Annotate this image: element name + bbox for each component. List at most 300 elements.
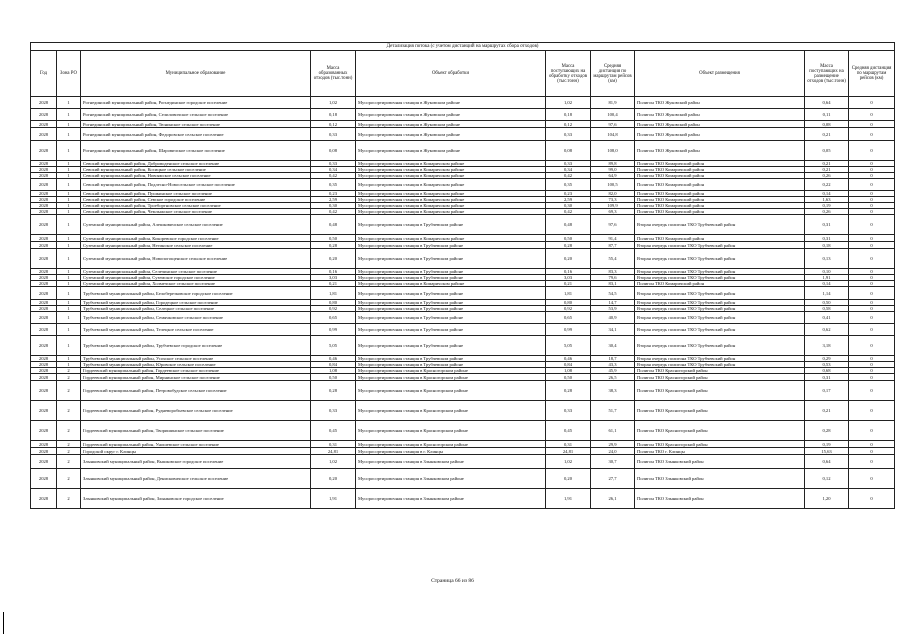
cell-mass-generated: 0,99 xyxy=(311,324,356,336)
cell-municipality: Суземский муниципальный район, Алешковичское сельское поселение xyxy=(81,215,311,235)
cell-municipality: Рогнединский муниципальный район, Рогнединское городское поселение xyxy=(81,97,311,109)
cell-municipality: Гордеевский муниципальный район, Рудневоробьевское сельское поселение xyxy=(81,401,311,421)
cell-mass-generated: 0,50 xyxy=(311,235,356,242)
cell-mass-generated: 0,30 xyxy=(311,203,356,209)
cell-year: 2028 xyxy=(31,287,57,300)
cell-mass-generated: 0,28 xyxy=(311,242,356,249)
cell-mass-generated: 5,05 xyxy=(311,336,356,356)
cell-avg-distance-processing: 89,8 xyxy=(591,161,635,167)
cell-disposal-facility: Полигон ТКО Комаричский район xyxy=(635,235,805,242)
cell-disposal-facility: Вторая очередь полигона ТКО Трубчевский район xyxy=(635,287,805,300)
table-row xyxy=(31,374,895,381)
cell-processing-facility: Мусоросортировочная станция в Комаричском районе xyxy=(356,197,546,203)
cell-zone: 1 xyxy=(57,97,81,109)
cell-municipality: Трубчевский муниципальный район, Трубчевское городское поселение xyxy=(81,336,311,356)
cell-municipality: Гордеевский муниципальный район, Уношевское сельское поселение xyxy=(81,441,311,448)
cell-year: 2028 xyxy=(31,235,57,242)
cell-disposal-facility: Вторая очередь полигона ТКО Трубчевский район xyxy=(635,300,805,306)
cell-disposal-facility: Полигон ТКО Красногорский район xyxy=(635,368,805,374)
cell-mass-generated: 0,34 xyxy=(311,167,356,173)
cell-mass-generated: 0,12 xyxy=(311,121,356,128)
cell-processing-facility: Мусоросортировочная станция в Комаричском районе xyxy=(356,167,546,173)
cell-mass-to-disposal: 1,63 xyxy=(805,197,849,203)
cell-disposal-facility: Полигон ТКО Злынковский район xyxy=(635,455,805,469)
cell-avg-distance-disposal: 0 xyxy=(849,281,895,287)
cell-mass-to-disposal: 3,18 xyxy=(805,336,849,356)
cell-disposal-facility: Вторая очередь полигона ТКО Трубчевский район xyxy=(635,306,805,312)
cell-avg-distance-processing: 64,9 xyxy=(591,173,635,179)
cell-mass-generated: 0,23 xyxy=(311,191,356,197)
cell-disposal-facility: Вторая очередь полигона ТКО Трубчевский район xyxy=(635,362,805,368)
cell-municipality: Трубчевский муниципальный район, Юровское сельское поселение xyxy=(81,362,311,368)
table-body xyxy=(31,97,895,509)
header-disposal-facility: Объект размещения xyxy=(635,51,805,97)
cell-mass-generated: 1,02 xyxy=(311,455,356,469)
cell-mass-to-disposal: 0,14 xyxy=(805,191,849,197)
cell-disposal-facility: Полигон ТКО Комаричский район xyxy=(635,173,805,179)
cell-disposal-facility: Полигон ТКО Комаричский район xyxy=(635,281,805,287)
cell-zone: 2 xyxy=(57,374,81,381)
cell-disposal-facility: Полигон ТКО Комаричский район xyxy=(635,191,805,197)
cell-avg-distance-processing: 29,9 xyxy=(591,441,635,448)
cell-processing-facility: Мусоросортировочная станция в Трубчевском районе xyxy=(356,324,546,336)
cell-avg-distance-processing: 83,3 xyxy=(591,269,635,275)
cell-year: 2028 xyxy=(31,441,57,448)
cell-mass-to-processing: 1,08 xyxy=(546,368,591,374)
cell-processing-facility: Мусоросортировочная станция в Красногорском районе xyxy=(356,368,546,374)
table-row xyxy=(31,469,895,489)
table-row xyxy=(31,312,895,324)
cell-municipality: Трубчевский муниципальный район, Семячковское сельское поселение xyxy=(81,312,311,324)
cell-mass-to-processing: 0,80 xyxy=(546,300,591,306)
cell-avg-distance-disposal: 0 xyxy=(849,324,895,336)
cell-mass-to-processing: 0,12 xyxy=(546,121,591,128)
cell-avg-distance-processing: 30,4 xyxy=(591,336,635,356)
table-row xyxy=(31,215,895,235)
cell-disposal-facility: Полигон ТКО Жуковский район xyxy=(635,109,805,121)
cell-avg-distance-processing: 38,3 xyxy=(591,381,635,401)
cell-zone: 1 xyxy=(57,336,81,356)
cell-year: 2028 xyxy=(31,374,57,381)
cell-mass-to-disposal: 1,20 xyxy=(805,489,849,509)
cell-zone: 1 xyxy=(57,312,81,324)
cell-mass-to-disposal: 15,63 xyxy=(805,448,849,455)
cell-avg-distance-disposal: 0 xyxy=(849,356,895,362)
cell-processing-facility: Мусоросортировочная станция в Трубчевском районе xyxy=(356,242,546,249)
table-row xyxy=(31,441,895,448)
cell-processing-facility: Мусоросортировочная станция в Жуковском районе xyxy=(356,128,546,141)
cell-mass-generated: 0,50 xyxy=(311,374,356,381)
cell-zone: 1 xyxy=(57,249,81,269)
cell-mass-generated: 0,65 xyxy=(311,312,356,324)
cell-mass-to-processing: 1,02 xyxy=(546,97,591,109)
cell-municipality: Суземский муниципальный район, Селечинское сельское поселение xyxy=(81,269,311,275)
cell-municipality: Суземский муниципальный район, Суземское городское поселение xyxy=(81,275,311,281)
table-row xyxy=(31,448,895,455)
cell-avg-distance-disposal: 0 xyxy=(849,287,895,300)
cell-avg-distance-disposal: 0 xyxy=(849,489,895,509)
cell-year: 2028 xyxy=(31,97,57,109)
cell-mass-to-disposal: 0,21 xyxy=(805,128,849,141)
table-row xyxy=(31,235,895,242)
cell-municipality: Рогнединский муниципальный район, Селиловичское сельское поселение xyxy=(81,109,311,121)
cell-municipality: Севский муниципальный район, Чемлыжское сельское поселение xyxy=(81,209,311,215)
cell-year: 2028 xyxy=(31,336,57,356)
cell-mass-generated: 0,08 xyxy=(311,141,356,161)
cell-mass-to-processing: 0,28 xyxy=(546,242,591,249)
cell-year: 2028 xyxy=(31,362,57,368)
cell-processing-facility: Мусоросортировочная станция в Трубчевском районе xyxy=(356,300,546,306)
cell-mass-generated: 0,45 xyxy=(311,421,356,441)
cell-avg-distance-processing: 43,3 xyxy=(591,362,635,368)
cell-mass-to-disposal: 0,58 xyxy=(805,306,849,312)
cell-mass-to-processing: 0,20 xyxy=(546,469,591,489)
cell-mass-to-disposal: 0,21 xyxy=(805,167,849,173)
cell-disposal-facility: Полигон ТКО Жуковский район xyxy=(635,121,805,128)
cell-avg-distance-processing: 83,1 xyxy=(591,281,635,287)
cell-zone: 2 xyxy=(57,381,81,401)
cell-avg-distance-processing: 104,8 xyxy=(591,128,635,141)
cell-mass-to-disposal: 0,64 xyxy=(805,455,849,469)
table-row xyxy=(31,128,895,141)
cell-mass-to-disposal: 0,62 xyxy=(805,324,849,336)
cell-processing-facility: Мусоросортировочная станция в Красногорском районе xyxy=(356,421,546,441)
cell-disposal-facility: Полигон ТКО Жуковский район xyxy=(635,128,805,141)
cell-mass-generated: 0,33 xyxy=(311,161,356,167)
cell-year: 2028 xyxy=(31,269,57,275)
table-row xyxy=(31,242,895,249)
cell-mass-to-processing: 3,03 xyxy=(546,275,591,281)
cell-processing-facility: Мусоросортировочная станция в Трубчевском районе xyxy=(356,215,546,235)
cell-mass-to-disposal: 0,13 xyxy=(805,249,849,269)
cell-processing-facility: Мусоросортировочная станция в Жуковском районе xyxy=(356,109,546,121)
cell-processing-facility: Мусоросортировочная станция в Красногорском районе xyxy=(356,381,546,401)
cell-zone: 1 xyxy=(57,167,81,173)
cell-avg-distance-processing: 97,6 xyxy=(591,215,635,235)
cell-avg-distance-disposal: 0 xyxy=(849,306,895,312)
cell-avg-distance-processing: 26,5 xyxy=(591,374,635,381)
cell-processing-facility: Мусоросортировочная станция в г. Клинцы xyxy=(356,448,546,455)
cell-mass-to-disposal: 0,21 xyxy=(805,161,849,167)
cell-mass-generated: 0,18 xyxy=(311,109,356,121)
cell-zone: 1 xyxy=(57,324,81,336)
cell-avg-distance-disposal: 0 xyxy=(849,441,895,448)
cell-mass-to-processing: 0,46 xyxy=(546,356,591,362)
cell-disposal-facility: Полигон ТКО Красногорский район xyxy=(635,421,805,441)
cell-processing-facility: Мусоросортировочная станция в Трубчевском районе xyxy=(356,275,546,281)
cell-processing-facility: Мусоросортировочная станция в Трубчевском районе xyxy=(356,312,546,324)
cell-avg-distance-processing: 81,9 xyxy=(591,97,635,109)
cell-avg-distance-processing: 91,4 xyxy=(591,235,635,242)
table-row xyxy=(31,336,895,356)
cell-mass-to-processing: 0,45 xyxy=(546,421,591,441)
cell-municipality: Севский муниципальный район, Новоямское сельское поселение xyxy=(81,173,311,179)
cell-mass-to-processing: 0,33 xyxy=(546,128,591,141)
cell-mass-to-disposal: 0,29 xyxy=(805,356,849,362)
cell-year: 2028 xyxy=(31,448,57,455)
cell-processing-facility: Мусоросортировочная станция в Злынковском районе xyxy=(356,455,546,469)
cell-avg-distance-disposal: 0 xyxy=(849,141,895,161)
cell-zone: 1 xyxy=(57,203,81,209)
cell-disposal-facility: Вторая очередь полигона ТКО Трубчевский район xyxy=(635,356,805,362)
cell-mass-generated: 0,48 xyxy=(311,215,356,235)
cell-avg-distance-disposal: 0 xyxy=(849,121,895,128)
page-number: Страница 66 из 86 xyxy=(431,578,474,584)
cell-year: 2028 xyxy=(31,215,57,235)
cell-avg-distance-disposal: 0 xyxy=(849,469,895,489)
cell-mass-to-processing: 0,33 xyxy=(546,161,591,167)
cell-municipality: Гордеевский муниципальный район, Мирнинское сельское поселение xyxy=(81,374,311,381)
cell-mass-to-disposal: 0,19 xyxy=(805,441,849,448)
cell-mass-generated: 24,81 xyxy=(311,448,356,455)
cell-zone: 1 xyxy=(57,179,81,191)
cell-avg-distance-processing: 82,0 xyxy=(591,191,635,197)
table-row xyxy=(31,179,895,191)
cell-mass-to-disposal: 0,64 xyxy=(805,97,849,109)
cell-year: 2028 xyxy=(31,421,57,441)
cell-mass-to-processing: 0,84 xyxy=(546,362,591,368)
cell-disposal-facility: Вторая очередь полигона ТКО Трубчевский район xyxy=(635,324,805,336)
cell-year: 2028 xyxy=(31,161,57,167)
cell-mass-generated: 1,81 xyxy=(311,287,356,300)
cell-mass-to-processing: 24,81 xyxy=(546,448,591,455)
cell-processing-facility: Мусоросортировочная станция в Злынковском районе xyxy=(356,489,546,509)
cell-mass-to-disposal: 0,11 xyxy=(805,109,849,121)
cell-mass-to-processing: 0,18 xyxy=(546,109,591,121)
cell-year: 2028 xyxy=(31,324,57,336)
cell-avg-distance-processing: 14,7 xyxy=(591,300,635,306)
cell-avg-distance-processing: 30,7 xyxy=(591,455,635,469)
cell-disposal-facility: Полигон ТКО Жуковский район xyxy=(635,141,805,161)
cell-mass-generated: 0,31 xyxy=(311,441,356,448)
cell-zone: 1 xyxy=(57,141,81,161)
table-row xyxy=(31,249,895,269)
cell-avg-distance-processing: 26,1 xyxy=(591,489,635,509)
cell-processing-facility: Мусоросортировочная станция в Красногорском районе xyxy=(356,374,546,381)
cell-avg-distance-disposal: 0 xyxy=(849,336,895,356)
cell-municipality: Рогнединский муниципальный район, Федоровское сельское поселение xyxy=(81,128,311,141)
header-processing-facility: Объект обработки xyxy=(356,51,546,97)
cell-zone: 1 xyxy=(57,362,81,368)
cell-disposal-facility: Полигон ТКО Злынковский район xyxy=(635,469,805,489)
cell-avg-distance-disposal: 0 xyxy=(849,368,895,374)
cell-avg-distance-processing: 108,0 xyxy=(591,141,635,161)
cell-mass-generated: 1,91 xyxy=(311,489,356,509)
cell-mass-to-processing: 0,42 xyxy=(546,209,591,215)
cell-avg-distance-disposal: 0 xyxy=(849,448,895,455)
cell-avg-distance-processing: 40,9 xyxy=(591,312,635,324)
cell-mass-to-disposal: 1,91 xyxy=(805,275,849,281)
cell-mass-to-processing: 0,34 xyxy=(546,167,591,173)
cell-mass-to-processing: 0,28 xyxy=(546,381,591,401)
cell-avg-distance-disposal: 0 xyxy=(849,455,895,469)
cell-avg-distance-disposal: 0 xyxy=(849,362,895,368)
cell-zone: 1 xyxy=(57,209,81,215)
cell-processing-facility: Мусоросортировочная станция в Трубчевском районе xyxy=(356,269,546,275)
cell-avg-distance-disposal: 0 xyxy=(849,179,895,191)
cell-year: 2028 xyxy=(31,489,57,509)
cell-avg-distance-processing: 87,7 xyxy=(591,242,635,249)
cell-mass-generated: 0,92 xyxy=(311,306,356,312)
cell-mass-to-disposal: 0,31 xyxy=(805,235,849,242)
cell-mass-to-disposal: 0,26 xyxy=(805,173,849,179)
cell-year: 2028 xyxy=(31,300,57,306)
cell-zone: 1 xyxy=(57,306,81,312)
table-row xyxy=(31,401,895,421)
header-municipality: Муниципальное образование xyxy=(81,51,311,97)
cell-processing-facility: Мусоросортировочная станция в Комаричском районе xyxy=(356,179,546,191)
cell-municipality: Трубчевский муниципальный район, Городецкое сельское поселение xyxy=(81,300,311,306)
cell-avg-distance-disposal: 0 xyxy=(849,269,895,275)
cell-mass-to-processing: 5,05 xyxy=(546,336,591,356)
cell-avg-distance-disposal: 0 xyxy=(849,97,895,109)
cell-avg-distance-processing: 100,5 xyxy=(591,179,635,191)
cell-year: 2028 xyxy=(31,306,57,312)
cell-mass-to-processing: 0,50 xyxy=(546,235,591,242)
cell-avg-distance-processing: 53,9 xyxy=(591,306,635,312)
cell-mass-generated: 0,42 xyxy=(311,173,356,179)
cell-municipality: Злынковский муниципальный район, Вышковское городское поселение xyxy=(81,455,311,469)
table-caption: Детализация потока (с учетом дистанций на маршрутах сбора отходов) xyxy=(31,43,895,51)
cell-disposal-facility: Полигон ТКО Жуковский район xyxy=(635,97,805,109)
cell-zone: 1 xyxy=(57,215,81,235)
cell-processing-facility: Мусоросортировочная станция в Комаричском районе xyxy=(356,209,546,215)
cell-zone: 1 xyxy=(57,281,81,287)
cell-mass-to-disposal: 0,22 xyxy=(805,179,849,191)
cell-mass-to-processing: 0,99 xyxy=(546,324,591,336)
cell-processing-facility: Мусоросортировочная станция в Трубчевском районе xyxy=(356,356,546,362)
cell-mass-to-disposal: 0,08 xyxy=(805,121,849,128)
cell-mass-generated: 0,35 xyxy=(311,179,356,191)
cell-mass-to-processing: 0,48 xyxy=(546,215,591,235)
cell-avg-distance-disposal: 0 xyxy=(849,197,895,203)
cell-avg-distance-disposal: 0 xyxy=(849,374,895,381)
header-avg-distance-disposal: Средняя дистанция по маршрутам рейсов (км) xyxy=(849,51,895,97)
cell-zone: 1 xyxy=(57,109,81,121)
cell-year: 2028 xyxy=(31,401,57,421)
cell-disposal-facility: Полигон ТКО г. Клинцы xyxy=(635,448,805,455)
cell-municipality: Севский муниципальный район, Пушкинское сельское поселение xyxy=(81,191,311,197)
cell-processing-facility: Мусоросортировочная станция в Трубчевском районе xyxy=(356,336,546,356)
cell-zone: 1 xyxy=(57,173,81,179)
cell-mass-to-processing: 1,91 xyxy=(546,489,591,509)
cell-municipality: Суземский муниципальный район, Новопогощенское сельское поселение xyxy=(81,249,311,269)
cell-avg-distance-processing: 54,5 xyxy=(591,287,635,300)
cell-mass-to-processing: 0,16 xyxy=(546,269,591,275)
cell-mass-to-disposal: 0,17 xyxy=(805,381,849,401)
cell-mass-to-disposal: 1,14 xyxy=(805,287,849,300)
header-mass-to-processing: Масса поступающих на обработку отходов (тыс.тонн) xyxy=(546,51,591,97)
cell-zone: 1 xyxy=(57,128,81,141)
cell-year: 2028 xyxy=(31,109,57,121)
cell-avg-distance-processing: 18,7 xyxy=(591,356,635,362)
cell-mass-generated: 0,33 xyxy=(311,401,356,421)
cell-zone: 1 xyxy=(57,242,81,249)
cell-avg-distance-disposal: 0 xyxy=(849,203,895,209)
cell-avg-distance-processing: 34,1 xyxy=(591,324,635,336)
cell-mass-to-disposal: 0,31 xyxy=(805,374,849,381)
cell-year: 2028 xyxy=(31,455,57,469)
cell-disposal-facility: Вторая очередь полигона ТКО Трубчевский район xyxy=(635,242,805,249)
cell-municipality: Трубчевский муниципальный район, Телецкое сельское поселение xyxy=(81,324,311,336)
cell-zone: 2 xyxy=(57,368,81,374)
cell-municipality: Рогнединский муниципальный район, Тюнинское сельское поселение xyxy=(81,121,311,128)
cell-year: 2028 xyxy=(31,242,57,249)
cell-avg-distance-processing: 45,9 xyxy=(591,368,635,374)
cell-processing-facility: Мусоросортировочная станция в Комаричском районе xyxy=(356,281,546,287)
cell-year: 2028 xyxy=(31,167,57,173)
scan-edge-mark xyxy=(3,612,4,634)
cell-mass-to-processing: 0,23 xyxy=(546,191,591,197)
cell-zone: 2 xyxy=(57,441,81,448)
cell-disposal-facility: Полигон ТКО Красногорский район xyxy=(635,401,805,421)
cell-year: 2028 xyxy=(31,356,57,362)
cell-disposal-facility: Вторая очередь полигона ТКО Трубчевский район xyxy=(635,336,805,356)
cell-municipality: Севский муниципальный район, Севское городское поселение xyxy=(81,197,311,203)
cell-avg-distance-disposal: 0 xyxy=(849,242,895,249)
cell-disposal-facility: Полигон ТКО Злынковский район xyxy=(635,489,805,509)
cell-mass-to-processing: 1,02 xyxy=(546,455,591,469)
cell-avg-distance-processing: 55,4 xyxy=(591,249,635,269)
cell-avg-distance-disposal: 0 xyxy=(849,381,895,401)
cell-mass-to-processing: 0,21 xyxy=(546,281,591,287)
cell-disposal-facility: Полигон ТКО Комаричский район xyxy=(635,161,805,167)
cell-avg-distance-processing: 109,9 xyxy=(591,203,635,209)
cell-processing-facility: Мусоросортировочная станция в Красногорском районе xyxy=(356,401,546,421)
cell-zone: 1 xyxy=(57,121,81,128)
cell-mass-to-disposal: 0,26 xyxy=(805,209,849,215)
table-row xyxy=(31,287,895,300)
cell-municipality: Гордеевский муниципальный район, Гордеевское сельское поселение xyxy=(81,368,311,374)
cell-mass-generated: 0,21 xyxy=(311,281,356,287)
cell-year: 2028 xyxy=(31,173,57,179)
cell-year: 2028 xyxy=(31,312,57,324)
cell-mass-generated: 0,20 xyxy=(311,249,356,269)
cell-mass-generated: 0,42 xyxy=(311,209,356,215)
cell-year: 2028 xyxy=(31,381,57,401)
cell-mass-generated: 1,08 xyxy=(311,368,356,374)
cell-zone: 2 xyxy=(57,401,81,421)
cell-municipality: Гордеевский муниципальный район, Петровобудское сельское поселение xyxy=(81,381,311,401)
cell-avg-distance-processing: 99,0 xyxy=(591,167,635,173)
cell-avg-distance-processing: 51,7 xyxy=(591,401,635,421)
cell-mass-to-processing: 0,50 xyxy=(546,374,591,381)
cell-disposal-facility: Полигон ТКО Комаричский район xyxy=(635,197,805,203)
cell-avg-distance-processing: 24,0 xyxy=(591,448,635,455)
cell-zone: 1 xyxy=(57,161,81,167)
cell-mass-to-processing: 0,31 xyxy=(546,441,591,448)
cell-avg-distance-processing: 97,6 xyxy=(591,121,635,128)
cell-municipality: Гордеевский муниципальный район, Творишинское сельское поселение xyxy=(81,421,311,441)
cell-avg-distance-disposal: 0 xyxy=(849,128,895,141)
cell-disposal-facility: Полигон ТКО Красногорский район xyxy=(635,381,805,401)
table-row xyxy=(31,381,895,401)
cell-avg-distance-processing: 69,3 xyxy=(591,209,635,215)
cell-zone: 1 xyxy=(57,191,81,197)
cell-year: 2028 xyxy=(31,121,57,128)
cell-mass-to-processing: 0,30 xyxy=(546,203,591,209)
table-row xyxy=(31,141,895,161)
cell-year: 2028 xyxy=(31,141,57,161)
cell-mass-generated: 3,03 xyxy=(311,275,356,281)
cell-mass-to-disposal: 0,41 xyxy=(805,312,849,324)
cell-disposal-facility: Полигон ТКО Красногорский район xyxy=(635,441,805,448)
cell-avg-distance-processing: 79,6 xyxy=(591,275,635,281)
cell-zone: 1 xyxy=(57,235,81,242)
cell-processing-facility: Мусоросортировочная станция в Красногорском районе xyxy=(356,441,546,448)
cell-zone: 2 xyxy=(57,448,81,455)
cell-year: 2028 xyxy=(31,469,57,489)
